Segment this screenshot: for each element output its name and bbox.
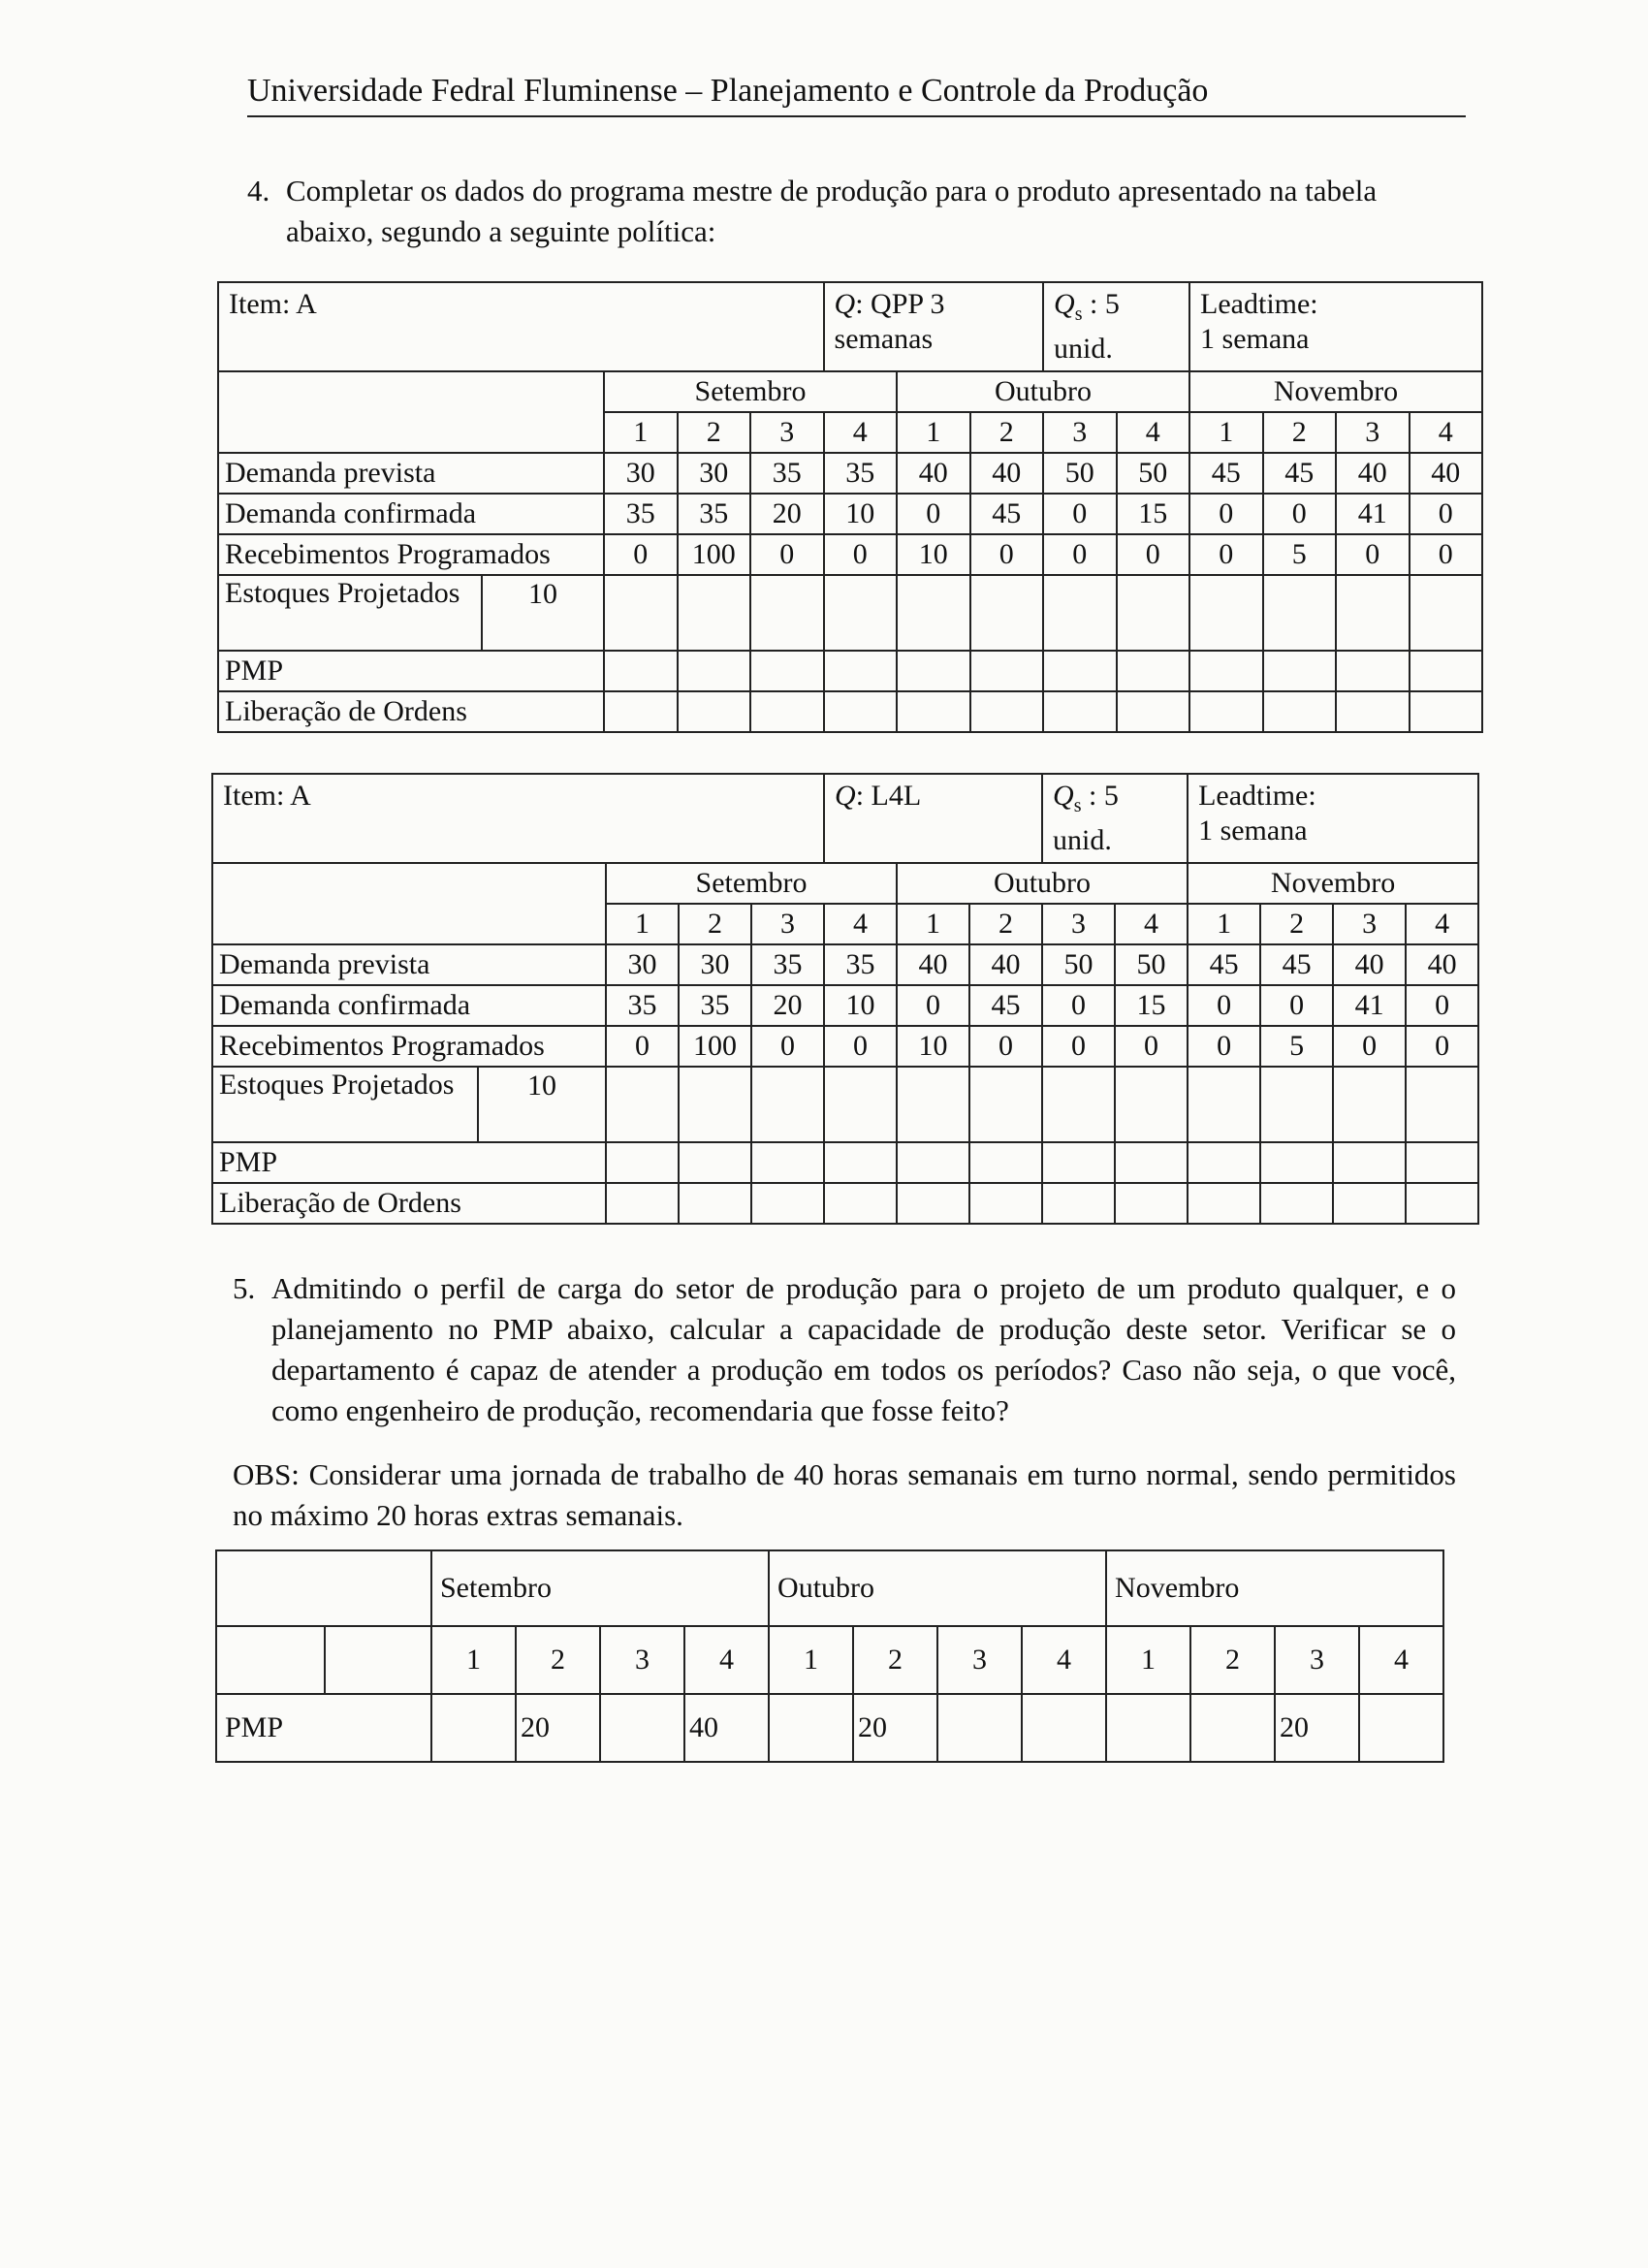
initial-stock: 10 [478, 1067, 606, 1142]
row-label: Liberação de Ordens [212, 1183, 606, 1224]
cell: 10 [897, 1026, 969, 1067]
cell: 0 [1043, 494, 1117, 534]
row-label: Estoques Projetados [218, 575, 482, 651]
question-5-number: 5. [233, 1271, 256, 1305]
week-header: 3 [750, 412, 824, 453]
cell: 0 [1189, 534, 1263, 575]
cell: 0 [604, 534, 678, 575]
cell: 45 [1189, 453, 1263, 494]
page-header: Universidade Fedral Fluminense – Planejamento e Controle da Produção [247, 72, 1466, 117]
cell: 0 [606, 1026, 679, 1067]
cell: 45 [1263, 453, 1337, 494]
week-header: 4 [1117, 412, 1190, 453]
cell: 0 [1406, 1026, 1478, 1067]
cell: 40 [897, 453, 970, 494]
row-label: Demanda confirmada [218, 494, 604, 534]
cell: 20 [1275, 1694, 1359, 1762]
week-header: 1 [769, 1626, 853, 1694]
blank-cell [325, 1626, 431, 1694]
cell: 35 [604, 494, 678, 534]
week-header: 1 [897, 904, 969, 944]
row-label: Estoques Projetados [212, 1067, 478, 1142]
cell: 50 [1117, 453, 1190, 494]
week-header: 3 [1042, 904, 1115, 944]
mps-table-qpp [217, 281, 1483, 733]
cell [1022, 1694, 1106, 1762]
row-demanda-prevista [218, 453, 1482, 494]
question-4-text: Completar os dados do programa mestre de produção para o produto apresentado na tabela abaixo, segundo a seguinte política: [286, 174, 1378, 248]
month-header: Outubro [897, 863, 1188, 904]
cell: 35 [678, 494, 751, 534]
row-label: Demanda prevista [218, 453, 604, 494]
cell: 10 [824, 494, 898, 534]
blank-header [212, 863, 606, 944]
mps-table-l4l [211, 773, 1479, 1225]
cell: 15 [1117, 494, 1190, 534]
cell: 0 [824, 1026, 897, 1067]
cell: 35 [751, 944, 824, 985]
cell: 45 [970, 494, 1044, 534]
cell: 40 [1406, 944, 1478, 985]
blank-header [218, 371, 604, 453]
pmp-table [215, 1549, 1444, 1763]
cell: 0 [1188, 1026, 1260, 1067]
row-label: PMP [218, 651, 604, 691]
cell: 40 [970, 453, 1044, 494]
cell: 10 [824, 985, 897, 1026]
cell: 50 [1043, 453, 1117, 494]
week-header: 3 [937, 1626, 1022, 1694]
cell: 35 [606, 985, 679, 1026]
cell: 50 [1115, 944, 1188, 985]
week-header: 2 [679, 904, 751, 944]
week-header: 4 [1410, 412, 1483, 453]
cell: 0 [1406, 985, 1478, 1026]
safety-stock-cell: $Q_s$ : 5 unid. [1043, 282, 1189, 371]
month-header: Novembro [1106, 1550, 1443, 1626]
cell: 0 [1336, 534, 1410, 575]
week-header: 3 [1275, 1626, 1359, 1694]
week-header: 3 [600, 1626, 684, 1694]
cell: 41 [1333, 985, 1406, 1026]
cell: 0 [1042, 1026, 1115, 1067]
cell: 35 [679, 985, 751, 1026]
cell: 0 [897, 494, 970, 534]
cell: 20 [750, 494, 824, 534]
week-header: 4 [1115, 904, 1188, 944]
question-5 [233, 1268, 1456, 1431]
cell: 0 [1260, 985, 1333, 1026]
row-liberacao [212, 1183, 1478, 1224]
cell: 5 [1263, 534, 1337, 575]
month-header: Novembro [1189, 371, 1482, 412]
row-demanda-prevista [212, 944, 1478, 985]
safety-stock-cell: $Q_s$ : 5 unid. [1042, 774, 1188, 863]
cell: 20 [853, 1694, 937, 1762]
cell: 30 [678, 453, 751, 494]
cell: 100 [679, 1026, 751, 1067]
week-header: 1 [1188, 904, 1260, 944]
cell [600, 1694, 684, 1762]
row-estoques [212, 1067, 1478, 1142]
cell: 0 [1043, 534, 1117, 575]
cell: 40 [684, 1694, 769, 1762]
cell: 0 [969, 1026, 1042, 1067]
row-label: PMP [212, 1142, 606, 1183]
cell: 50 [1042, 944, 1115, 985]
cell [431, 1694, 516, 1762]
cell: 45 [1260, 944, 1333, 985]
leadtime-cell: Leadtime: 1 semana [1189, 282, 1482, 371]
row-label: Liberação de Ordens [218, 691, 604, 732]
row-pmp [212, 1142, 1478, 1183]
lot-policy-cell: Q: QPP 3 semanas [824, 282, 1044, 371]
week-header: 4 [1406, 904, 1478, 944]
cell: 40 [1336, 453, 1410, 494]
row-demanda-confirmada [218, 494, 1482, 534]
week-header: 4 [1359, 1626, 1443, 1694]
cell: 10 [897, 534, 970, 575]
question-4 [247, 171, 1469, 252]
cell [1359, 1694, 1443, 1762]
week-header: 2 [516, 1626, 600, 1694]
cell [937, 1694, 1022, 1762]
month-header: Setembro [431, 1550, 769, 1626]
cell: 40 [1410, 453, 1483, 494]
cell: 35 [824, 944, 897, 985]
cell: 45 [969, 985, 1042, 1026]
question-4-number: 4. [247, 174, 270, 208]
row-label: Recebimentos Programados [218, 534, 604, 575]
cell: 0 [751, 1026, 824, 1067]
observation-note: OBS: Considerar uma jornada de trabalho de 40 horas semanais em turno normal, sendo permitidos no máximo 20 horas extras semanais. [233, 1457, 1456, 1532]
week-header: 1 [1106, 1626, 1190, 1694]
cell: 30 [606, 944, 679, 985]
week-header: 3 [751, 904, 824, 944]
cell: 0 [970, 534, 1044, 575]
row-estoques [218, 575, 1482, 651]
month-header: Outubro [769, 1550, 1106, 1626]
cell: 0 [1263, 494, 1337, 534]
month-header: Setembro [604, 371, 897, 412]
row-label: Demanda prevista [212, 944, 606, 985]
question-5-text: Admitindo o perfil de carga do setor de produção para o projeto de um produto qualquer, e o planejamento no PMP abaixo, calcular a capacidade de produção deste setor. Verificar se o departamento é capaz de atender a produção em todos os períodos? Caso não seja, o que você, como engenheiro de produção, recomendaria que fosse feito? [271, 1271, 1456, 1427]
week-header: 3 [1043, 412, 1117, 453]
cell: 40 [1333, 944, 1406, 985]
blank-cell [216, 1626, 325, 1694]
week-header: 4 [824, 904, 897, 944]
week-header: 3 [1336, 412, 1410, 453]
week-header: 1 [604, 412, 678, 453]
cell: 35 [750, 453, 824, 494]
cell: 41 [1336, 494, 1410, 534]
month-header: Setembro [606, 863, 897, 904]
initial-stock: 10 [482, 575, 604, 651]
row-label: Demanda confirmada [212, 985, 606, 1026]
week-header: 2 [1263, 412, 1337, 453]
cell: 0 [1189, 494, 1263, 534]
cell: 5 [1260, 1026, 1333, 1067]
cell: 0 [1188, 985, 1260, 1026]
week-header: 2 [970, 412, 1044, 453]
week-header: 4 [1022, 1626, 1106, 1694]
week-header: 2 [853, 1626, 937, 1694]
cell: 0 [824, 534, 898, 575]
cell: 40 [969, 944, 1042, 985]
item-cell: Item: A [212, 774, 824, 863]
week-header: 4 [824, 412, 898, 453]
row-recebimentos [212, 1026, 1478, 1067]
cell: 0 [1042, 985, 1115, 1026]
cell: 35 [824, 453, 898, 494]
cell: 0 [1410, 534, 1483, 575]
week-header: 2 [969, 904, 1042, 944]
cell: 20 [751, 985, 824, 1026]
row-liberacao [218, 691, 1482, 732]
cell [1106, 1694, 1190, 1762]
cell: 0 [750, 534, 824, 575]
cell: 0 [897, 985, 969, 1026]
cell [1190, 1694, 1275, 1762]
row-pmp [218, 651, 1482, 691]
row-label: Recebimentos Programados [212, 1026, 606, 1067]
week-header: 1 [606, 904, 679, 944]
row-label: PMP [216, 1694, 431, 1762]
month-header: Novembro [1188, 863, 1478, 904]
week-header: 2 [1260, 904, 1333, 944]
item-cell: Item: A [218, 282, 824, 371]
week-header: 1 [431, 1626, 516, 1694]
cell: 40 [897, 944, 969, 985]
blank-header [216, 1550, 431, 1626]
cell [769, 1694, 853, 1762]
row-demanda-confirmada [212, 985, 1478, 1026]
week-header: 4 [684, 1626, 769, 1694]
cell: 100 [678, 534, 751, 575]
cell: 0 [1333, 1026, 1406, 1067]
cell: 15 [1115, 985, 1188, 1026]
lot-policy-cell: Q: L4L [824, 774, 1042, 863]
cell: 0 [1117, 534, 1190, 575]
cell: 20 [516, 1694, 600, 1762]
cell: 30 [679, 944, 751, 985]
cell: 45 [1188, 944, 1260, 985]
cell: 0 [1115, 1026, 1188, 1067]
cell: 0 [1410, 494, 1483, 534]
week-header: 2 [678, 412, 751, 453]
week-header: 1 [897, 412, 970, 453]
row-recebimentos [218, 534, 1482, 575]
row-pmp [216, 1694, 1443, 1762]
month-header: Outubro [897, 371, 1189, 412]
week-header: 1 [1189, 412, 1263, 453]
leadtime-cell: Leadtime: 1 semana [1188, 774, 1478, 863]
week-header: 2 [1190, 1626, 1275, 1694]
week-header: 3 [1333, 904, 1406, 944]
cell: 30 [604, 453, 678, 494]
